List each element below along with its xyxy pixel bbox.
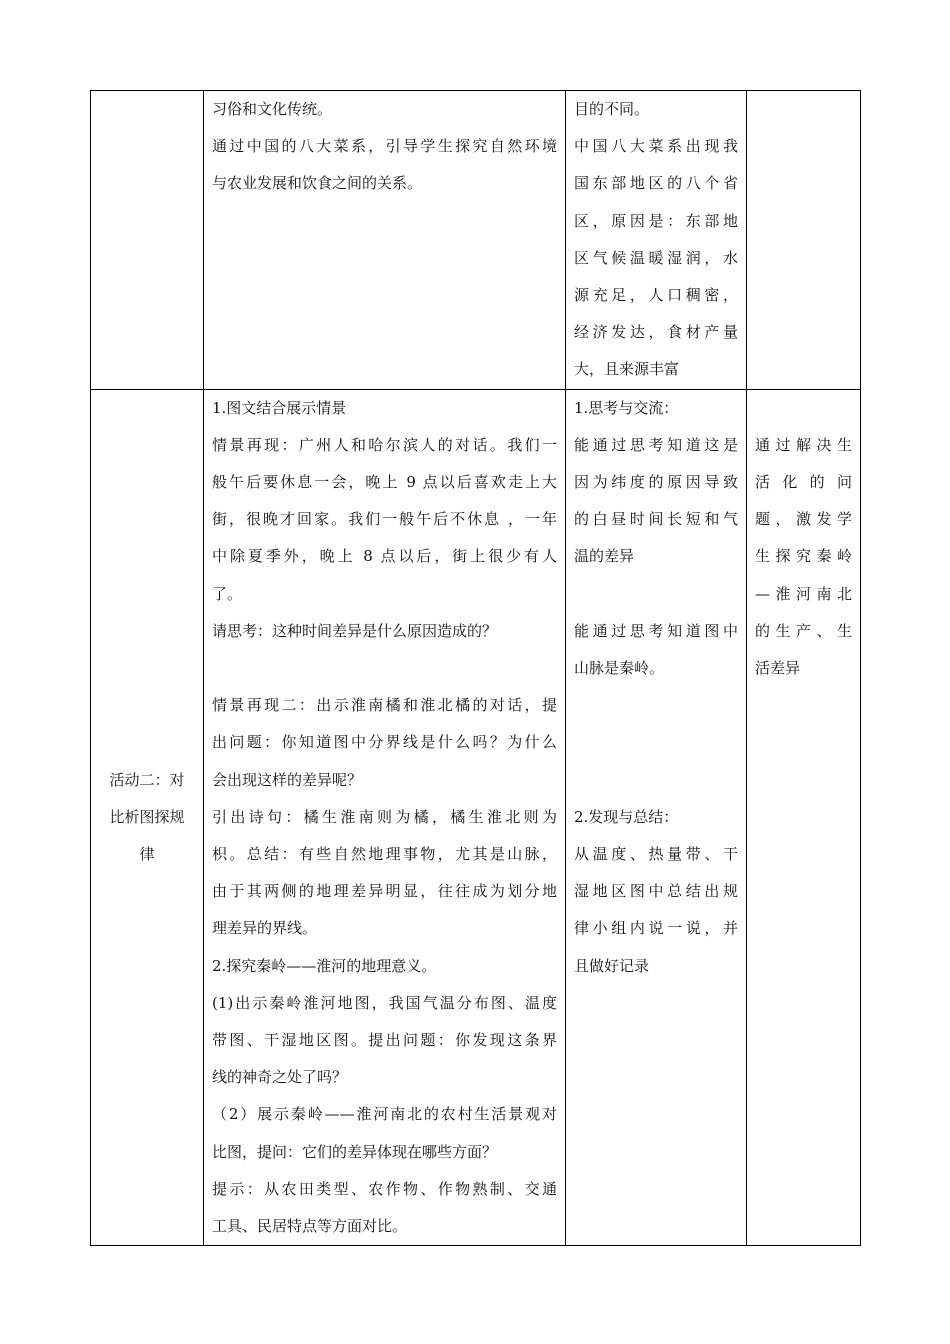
text-line: 活化的问 (755, 473, 852, 492)
text-line: 1.图文结合展示情景 (212, 398, 347, 417)
text-line: 经济发达，食材产量 (574, 323, 738, 342)
text-line: 提示：从农田类型、农作物、作物熟制、交通 (212, 1179, 557, 1198)
text-line: 从温度、热量带、干 (574, 845, 738, 864)
text-line: 中国八大菜系出现我 (574, 137, 738, 156)
text-line: 引出诗句：橘生淮南则为橘，橘生淮北则为 (212, 807, 557, 826)
text-line: 了。 (212, 584, 243, 603)
text-line: 1.思考与交流： (574, 398, 679, 417)
text-line: (1)出示秦岭淮河地图，我国气温分布图、温度 (212, 993, 557, 1012)
text-line: 中除夏季外，晚上 8 点以后，街上很少有人 (212, 547, 557, 566)
text-line: （2）展示秦岭——淮河南北的农村生活景观对 (212, 1105, 557, 1124)
text-line: 习俗和文化传统。 (212, 100, 333, 118)
text-line: 理差异的界线。 (212, 919, 318, 938)
text-line: 区，原因是：东部地 (574, 211, 738, 230)
text-line: 大，且来源丰富 (574, 360, 680, 379)
table-row (91, 389, 861, 1246)
design-intent-cell (747, 389, 861, 1246)
blank-line (212, 650, 557, 687)
text-line: 会出现这样的差异呢？ (212, 770, 363, 789)
text-line: 枳。总结：有些自然地理事物，尤其是山脉， (212, 845, 557, 864)
activity-label-cell (91, 389, 204, 1246)
text-line: 比图，提问：它们的差异体现在哪些方面？ (212, 1142, 498, 1161)
text-line: 律小组内说一说，并 (574, 919, 738, 938)
text-line: 区气候温暖湿润，水 (574, 248, 738, 267)
text-line: 与农业发展和饮食之间的关系。 (212, 174, 423, 193)
design-intent-cell (747, 91, 861, 390)
blank-line (574, 724, 738, 761)
text-line: 的白昼时间长短和气 (574, 510, 738, 529)
student-activity-cell (566, 91, 747, 390)
text-line: 线的神奇之处了吗？ (212, 1068, 348, 1087)
text-line: 且做好记录 (574, 956, 650, 975)
text-line: 出问题：你知道图中分界线是什么吗？为什么 (212, 733, 557, 752)
text-line: 活差异 (755, 659, 801, 678)
text-line: 山脉是秦岭。 (574, 659, 665, 678)
student-activity-cell (566, 389, 747, 1246)
text-line: 的生产、生 (755, 621, 852, 640)
teacher-activity-cell (204, 389, 566, 1246)
text-line: 由于其两侧的地理差异明显，往往成为划分地 (212, 882, 557, 901)
text-line: 2.发现与总结： (574, 807, 679, 826)
text-line: 请思考：这种时间差异是什么原因造成的？ (212, 621, 498, 640)
text-line: 街，很晚才回家。我们一般午后不休息 ，一年 (212, 510, 557, 529)
text-line: 能通过思考知道这是 (574, 435, 738, 454)
lesson-plan-table (90, 90, 861, 1246)
blank-line (574, 687, 738, 724)
text-line: 般午后要休息一会，晚上 9 点以后喜欢走上大 (212, 473, 557, 492)
blank-line (755, 390, 852, 427)
teacher-activity-cell (204, 91, 566, 390)
text-line: 能通过思考知道图中 (574, 621, 738, 640)
text-line: 情景再现：广州人和哈尔滨人的对话。我们一 (212, 435, 557, 454)
table-row (91, 91, 861, 390)
text-line: 通过解决生 (755, 435, 852, 454)
activity-label-line: 律 (139, 845, 155, 864)
text-line: 湿地区图中总结出规 (574, 882, 738, 901)
text-line: 国东部地区的八个省 (574, 174, 738, 193)
blank-line (574, 576, 738, 613)
text-line: 温的差异 (574, 547, 635, 566)
activity-label-line: 活动二：对 (109, 770, 185, 789)
text-line: 通过中国的八大菜系，引导学生探究自然环境 (212, 137, 557, 156)
text-line: 工具、民居特点等方面对比。 (212, 1217, 408, 1236)
text-line: 源充足，人口稠密， (574, 286, 738, 305)
activity-cell (91, 91, 204, 390)
activity-label-line: 比析图探规 (109, 807, 185, 826)
blank-line (574, 762, 738, 799)
text-line: 题，激发学 (755, 510, 852, 529)
text-line: 生探究秦岭 (755, 547, 852, 566)
text-line: 情景再现二：出示淮南橘和淮北橘的对话，提 (212, 696, 557, 715)
text-line: 目的不同。 (574, 100, 650, 118)
text-line: 2.探究秦岭——淮河的地理意义。 (212, 956, 437, 975)
text-line: 带图、干湿地区图。提出问题：你发现这条界 (212, 1031, 557, 1050)
text-line: 因为纬度的原因导致 (574, 473, 738, 492)
text-line: —淮河南北 (755, 584, 852, 603)
